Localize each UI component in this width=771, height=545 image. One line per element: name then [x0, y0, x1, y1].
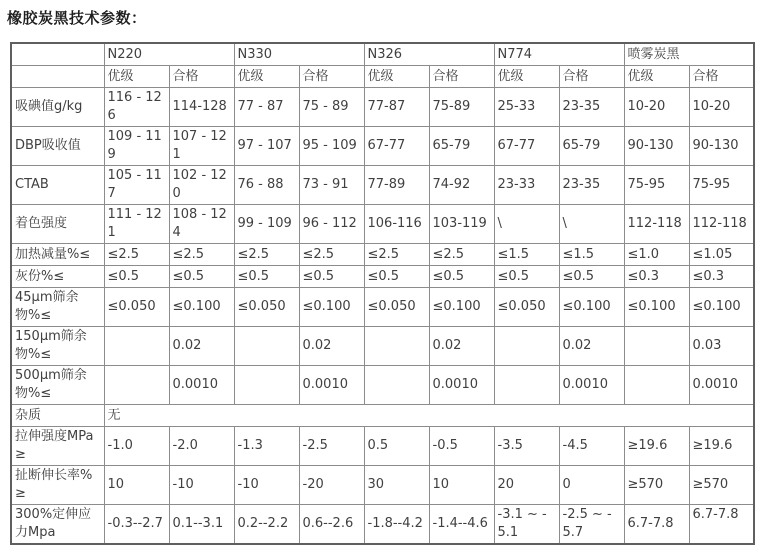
table-row — [11, 327, 754, 366]
cell: 0 — [559, 466, 624, 505]
cell: 6.7-7.8 — [689, 505, 754, 545]
cell: ≤0.100 — [169, 288, 234, 327]
cell: ≤0.100 — [689, 288, 754, 327]
cell: 0.0010 — [169, 366, 234, 405]
cell: ≤2.5 — [429, 244, 494, 266]
cell: -4.5 — [559, 427, 624, 466]
grade-header-1-0: 优级 — [234, 66, 299, 88]
cell: -10 — [234, 466, 299, 505]
grade-header-row — [11, 66, 754, 88]
cell: -2.0 — [169, 427, 234, 466]
cell: ≤2.5 — [169, 244, 234, 266]
row-label: 300%定伸应力Mpa — [11, 505, 104, 545]
table-row — [11, 405, 754, 427]
grade-header-3-0: 优级 — [494, 66, 559, 88]
cell: 30 — [364, 466, 429, 505]
table-row — [11, 127, 754, 166]
row-label: 着色强度 — [11, 205, 104, 244]
product-header-3: N774 — [494, 43, 624, 66]
product-header-1: N330 — [234, 43, 364, 66]
cell: -3.5 — [494, 427, 559, 466]
grade-corner-cell — [11, 66, 104, 88]
cell: 96 - 112 — [299, 205, 364, 244]
row-label: DBP吸收值 — [11, 127, 104, 166]
grade-header-1-1: 合格 — [299, 66, 364, 88]
cell: 108 - 124 — [169, 205, 234, 244]
cell: 77-89 — [364, 166, 429, 205]
cell: 65-79 — [429, 127, 494, 166]
grade-header-2-1: 合格 — [429, 66, 494, 88]
grade-header-3-1: 合格 — [559, 66, 624, 88]
cell: -3.1 ~ -5.1 — [494, 505, 559, 545]
cell: -1.4--4.6 — [429, 505, 494, 545]
cell: 67-77 — [364, 127, 429, 166]
cell: 0.02 — [299, 327, 364, 366]
cell — [104, 366, 169, 405]
cell: 23-35 — [559, 166, 624, 205]
cell: 107 - 121 — [169, 127, 234, 166]
grade-header-0-0: 优级 — [104, 66, 169, 88]
cell: ≤0.5 — [429, 266, 494, 288]
cell: ≤2.5 — [364, 244, 429, 266]
row-label: 灰份%≤ — [11, 266, 104, 288]
cell — [494, 366, 559, 405]
cell-span: 无 — [104, 405, 754, 427]
cell: 103-119 — [429, 205, 494, 244]
cell: 76 - 88 — [234, 166, 299, 205]
cell: 95 - 109 — [299, 127, 364, 166]
cell: ≤0.050 — [234, 288, 299, 327]
table-row — [11, 366, 754, 405]
cell: -1.3 — [234, 427, 299, 466]
cell: 105 - 117 — [104, 166, 169, 205]
product-header-2: N326 — [364, 43, 494, 66]
cell — [364, 327, 429, 366]
table-row — [11, 427, 754, 466]
cell: 73 - 91 — [299, 166, 364, 205]
cell: 0.0010 — [299, 366, 364, 405]
cell: ≤0.5 — [169, 266, 234, 288]
cell: 112-118 — [624, 205, 689, 244]
cell: 106-116 — [364, 205, 429, 244]
row-label: 吸碘值g/kg — [11, 88, 104, 127]
cell: 10-20 — [624, 88, 689, 127]
cell: ≤0.050 — [104, 288, 169, 327]
grade-header-4-0: 优级 — [624, 66, 689, 88]
table-row — [11, 244, 754, 266]
cell: -0.5 — [429, 427, 494, 466]
cell: 10-20 — [689, 88, 754, 127]
cell: 25-33 — [494, 88, 559, 127]
cell: ≤1.5 — [559, 244, 624, 266]
cell — [234, 366, 299, 405]
cell: ≤0.100 — [559, 288, 624, 327]
cell: 111 - 121 — [104, 205, 169, 244]
cell: -20 — [299, 466, 364, 505]
cell: -10 — [169, 466, 234, 505]
cell: 97 - 107 — [234, 127, 299, 166]
cell: 0.0010 — [689, 366, 754, 405]
cell: ≤1.05 — [689, 244, 754, 266]
cell: 74-92 — [429, 166, 494, 205]
cell: 75-95 — [624, 166, 689, 205]
cell: ≥570 — [624, 466, 689, 505]
cell: ≤0.050 — [364, 288, 429, 327]
product-header-4: 喷雾炭黑 — [624, 43, 754, 66]
corner-cell — [11, 43, 104, 66]
cell: ≤0.5 — [364, 266, 429, 288]
cell: -1.8--4.2 — [364, 505, 429, 545]
cell — [104, 327, 169, 366]
cell: ≤0.050 — [494, 288, 559, 327]
cell: ≤0.100 — [429, 288, 494, 327]
cell: 75-95 — [689, 166, 754, 205]
cell: -2.5 — [299, 427, 364, 466]
row-label: 杂质 — [11, 405, 104, 427]
cell: 0.02 — [559, 327, 624, 366]
cell: -1.0 — [104, 427, 169, 466]
grade-header-4-1: 合格 — [689, 66, 754, 88]
cell: ≥19.6 — [624, 427, 689, 466]
table-row — [11, 205, 754, 244]
cell: 0.0010 — [559, 366, 624, 405]
table-row — [11, 88, 754, 127]
cell: 0.02 — [429, 327, 494, 366]
cell: 116 - 126 — [104, 88, 169, 127]
cell — [234, 327, 299, 366]
cell: 75 - 89 — [299, 88, 364, 127]
table-row — [11, 505, 754, 545]
table-row — [11, 466, 754, 505]
cell: ≤0.3 — [624, 266, 689, 288]
row-label: 150μm筛余物%≤ — [11, 327, 104, 366]
carbon-black-spec-table — [10, 42, 755, 545]
cell — [494, 327, 559, 366]
page-title: 橡胶炭黑技术参数： — [7, 9, 147, 27]
cell: 75-89 — [429, 88, 494, 127]
cell: ≤2.5 — [299, 244, 364, 266]
cell: -0.3--2.7 — [104, 505, 169, 545]
cell: 0.02 — [169, 327, 234, 366]
cell: 99 - 109 — [234, 205, 299, 244]
cell: ≥570 — [689, 466, 754, 505]
cell: 10 — [429, 466, 494, 505]
row-label: CTAB — [11, 166, 104, 205]
cell: ≤2.5 — [234, 244, 299, 266]
cell: ≤0.100 — [299, 288, 364, 327]
cell: 65-79 — [559, 127, 624, 166]
cell: ≤0.5 — [234, 266, 299, 288]
cell: 23-33 — [494, 166, 559, 205]
cell: 0.2--2.2 — [234, 505, 299, 545]
table-row — [11, 266, 754, 288]
cell: 10 — [104, 466, 169, 505]
grade-header-2-0: 优级 — [364, 66, 429, 88]
cell: ≤0.100 — [624, 288, 689, 327]
cell: ≤0.5 — [299, 266, 364, 288]
row-label: 45μm筛余物%≤ — [11, 288, 104, 327]
cell: 77-87 — [364, 88, 429, 127]
cell — [624, 366, 689, 405]
table-row — [11, 166, 754, 205]
cell: 67-77 — [494, 127, 559, 166]
cell: 0.5 — [364, 427, 429, 466]
cell: 112-118 — [689, 205, 754, 244]
table-header — [11, 43, 754, 88]
cell: 102 - 120 — [169, 166, 234, 205]
cell: 114-128 — [169, 88, 234, 127]
product-header-row — [11, 43, 754, 66]
grade-header-0-1: 合格 — [169, 66, 234, 88]
cell: \ — [559, 205, 624, 244]
row-label: 扯断伸长率%≥ — [11, 466, 104, 505]
cell: -2.5 ~ -5.7 — [559, 505, 624, 545]
cell: ≤0.3 — [689, 266, 754, 288]
table-body — [11, 88, 754, 545]
cell: 6.7-7.8 — [624, 505, 689, 545]
cell — [624, 327, 689, 366]
cell: 0.6--2.6 — [299, 505, 364, 545]
cell: 0.0010 — [429, 366, 494, 405]
product-header-0: N220 — [104, 43, 234, 66]
table-row — [11, 288, 754, 327]
cell: ≤1.5 — [494, 244, 559, 266]
cell: 20 — [494, 466, 559, 505]
cell: ≤0.5 — [494, 266, 559, 288]
cell: 109 - 119 — [104, 127, 169, 166]
cell: 23-35 — [559, 88, 624, 127]
cell: 0.03 — [689, 327, 754, 366]
row-label: 500μm筛余物%≤ — [11, 366, 104, 405]
cell: 90-130 — [689, 127, 754, 166]
cell — [364, 366, 429, 405]
cell: ≤1.0 — [624, 244, 689, 266]
cell: ≤0.5 — [104, 266, 169, 288]
cell: 77 - 87 — [234, 88, 299, 127]
row-label: 拉伸强度MPa≥ — [11, 427, 104, 466]
cell: ≤0.5 — [559, 266, 624, 288]
cell: 0.1--3.1 — [169, 505, 234, 545]
cell: \ — [494, 205, 559, 244]
cell: 90-130 — [624, 127, 689, 166]
cell: ≤2.5 — [104, 244, 169, 266]
row-label: 加热减量%≤ — [11, 244, 104, 266]
cell: ≥19.6 — [689, 427, 754, 466]
